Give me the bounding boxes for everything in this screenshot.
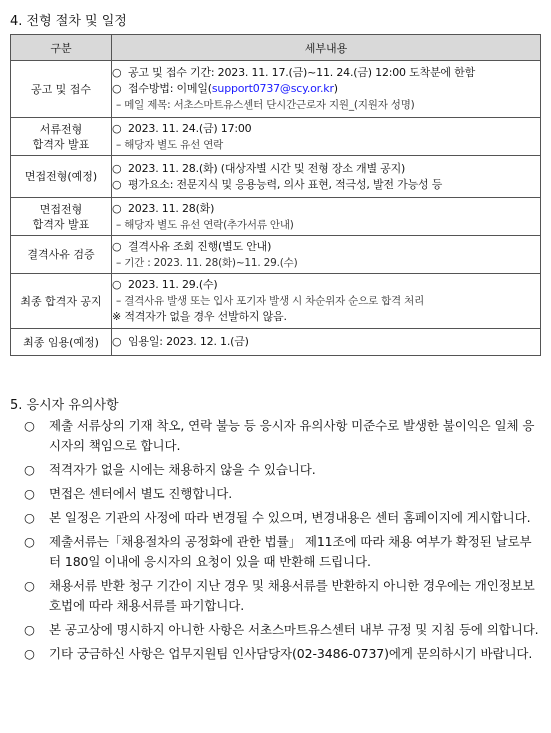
- detail-text: 임용일: 2023. 12. 1.(금): [128, 335, 249, 348]
- row-details: [112, 329, 541, 356]
- detail-text: 2023. 11. 24.(금) 17:00: [128, 121, 252, 135]
- detail-text: – 기간 : 2023. 11. 28(화)~11. 29.(수): [116, 256, 298, 269]
- row-category: [11, 198, 112, 236]
- header-category: 구분: [11, 35, 112, 61]
- schedule-body: [11, 61, 541, 356]
- row-details: [112, 118, 541, 156]
- schedule-row: [11, 236, 541, 274]
- row-category-text: 면접전형: [39, 202, 83, 216]
- detail-line: [112, 277, 540, 293]
- row-category-text: 합격자 발표: [32, 137, 90, 151]
- note-item: [24, 508, 539, 528]
- detail-line: [112, 255, 540, 271]
- row-category: [11, 61, 112, 118]
- row-details: [112, 274, 541, 329]
- circle-bullet-icon: ○: [24, 622, 35, 637]
- circle-bullet-icon: ○: [24, 418, 35, 433]
- row-category: [11, 118, 112, 156]
- note-text: 면접은 센터에서 별도 진행합니다.: [49, 486, 233, 501]
- circle-bullet-icon: ○: [24, 462, 35, 477]
- circle-bullet-icon: ○: [112, 335, 122, 348]
- circle-bullet-icon: ○: [24, 578, 35, 593]
- row-details: [112, 236, 541, 274]
- note-item: [24, 484, 539, 504]
- schedule-row: [11, 274, 541, 329]
- detail-text: 2023. 11. 28(화): [128, 201, 215, 215]
- detail-text: – 해당자 별도 유선 연락(추가서류 안내): [116, 218, 294, 231]
- circle-bullet-icon: ○: [24, 646, 35, 661]
- row-category: [11, 329, 112, 356]
- note-text: 본 공고상에 명시하지 아니한 사항은 서초스마트유스센터 내부 규정 및 지침 등에 의합니다.: [49, 622, 539, 637]
- circle-bullet-icon: ○: [24, 510, 35, 525]
- note-item: [24, 620, 539, 640]
- detail-text-after: ): [333, 82, 338, 95]
- detail-line: [112, 97, 540, 113]
- row-category-text: 서류전형: [39, 122, 83, 136]
- notes-list: [24, 416, 539, 668]
- detail-line: [112, 161, 540, 177]
- section4-title: 4. 전형 절차 및 일정: [10, 14, 127, 29]
- detail-line: [112, 81, 540, 97]
- schedule-header-row: [11, 35, 541, 61]
- schedule-row: [11, 118, 541, 156]
- detail-text: 접수방법: 이메일(: [128, 82, 212, 95]
- circle-bullet-icon: ○: [24, 486, 35, 501]
- note-item: [24, 416, 539, 456]
- detail-line: [112, 201, 540, 217]
- row-category-text: 결격사유 검증: [27, 248, 95, 261]
- detail-text: – 메일 제목: 서초스마트유스센터 단시간근로자 지원_(지원자 성명): [116, 99, 415, 111]
- detail-text: 평가요소: 전문지식 및 응용능력, 의사 표현, 적극성, 발전 가능성 등: [128, 177, 443, 191]
- note-item: [24, 532, 539, 572]
- circle-bullet-icon: ○: [24, 534, 35, 549]
- detail-text: – 해당자 별도 유선 연락: [116, 138, 224, 151]
- row-category: [11, 156, 112, 198]
- row-category-text: 공고 및 접수: [30, 82, 92, 96]
- row-details: [112, 156, 541, 198]
- circle-bullet-icon: ○: [112, 239, 122, 253]
- note-text: 기타 궁금하신 사항은 업무지원팀 인사담당자(02-3486-0737)에게 문의하시기 바랍니다.: [49, 646, 533, 661]
- note-item: [24, 576, 539, 616]
- schedule-table: [10, 34, 541, 356]
- row-details: [112, 61, 541, 118]
- schedule-row: [11, 329, 541, 356]
- circle-bullet-icon: ○: [112, 177, 122, 191]
- row-category-text: 면접전형(예정): [24, 170, 98, 183]
- note-text: 본 일정은 기관의 사정에 따라 변경될 수 있으며, 변경내용은 센터 홈페이지에 게시합니다.: [49, 510, 531, 525]
- circle-bullet-icon: ○: [112, 66, 122, 79]
- note-item: [24, 644, 539, 664]
- circle-bullet-icon: ○: [112, 82, 122, 95]
- circle-bullet-icon: ○: [112, 161, 122, 175]
- detail-line: [112, 177, 540, 193]
- detail-line: [112, 293, 540, 309]
- detail-line: [112, 65, 540, 81]
- note-text: 적격자가 없을 시에는 채용하지 않을 수 있습니다.: [49, 462, 316, 477]
- detail-line: [112, 217, 540, 233]
- row-category-text: 최종 임용(예정): [23, 335, 99, 349]
- row-details: [112, 198, 541, 236]
- row-category: [11, 274, 112, 329]
- circle-bullet-icon: ○: [112, 121, 122, 135]
- detail-line: [112, 137, 540, 153]
- detail-text: – 결격사유 발생 또는 입사 포기자 발생 시 차순위자 순으로 합격 처리: [116, 295, 425, 307]
- detail-text: 결격사유 조회 진행(별도 안내): [128, 239, 272, 253]
- row-category-text: 최종 합격자 공지: [20, 294, 102, 308]
- detail-line: [112, 239, 540, 255]
- row-category-text: 합격자 발표: [32, 217, 90, 231]
- row-category: [11, 236, 112, 274]
- detail-text: ※ 적격자가 없을 경우 선발하지 않음.: [112, 310, 287, 323]
- section5-title: 5. 응시자 유의사항: [10, 398, 119, 413]
- circle-bullet-icon: ○: [112, 201, 122, 215]
- schedule-row: [11, 156, 541, 198]
- detail-line: [112, 309, 540, 325]
- note-text: 제출 서류상의 기재 착오, 연락 불능 등 응시자 유의사항 미준수로 발생한 불이익은 일체 응시자의 책임으로 합니다.: [49, 418, 535, 453]
- note-item: [24, 460, 539, 480]
- schedule-row: [11, 61, 541, 118]
- email-link[interactable]: support0737@scy.or.kr: [211, 82, 334, 95]
- circle-bullet-icon: ○: [112, 278, 122, 291]
- header-details: 세부내용: [112, 35, 541, 61]
- note-text: 채용서류 반환 청구 기간이 지난 경우 및 채용서류를 반환하지 아니한 경우에는 개인정보보호법에 따라 채용서류를 파기합니다.: [49, 578, 535, 613]
- detail-line: [112, 334, 540, 350]
- schedule-row: [11, 198, 541, 236]
- detail-text: 2023. 11. 28.(화) (대상자별 시간 및 전형 장소 개별 공지): [128, 161, 406, 175]
- detail-text: 공고 및 접수 기간: 2023. 11. 17.(금)~11. 24.(금) 12:00 도착분에 한함: [128, 66, 476, 79]
- note-text: 제출서류는「채용절차의 공정화에 관한 법률」 제11조에 따라 채용 여부가 확정된 날로부터 180일 이내에 응시자의 요청이 있을 때 반환해 드립니다.: [49, 534, 532, 569]
- detail-text: 2023. 11. 29.(수): [128, 278, 218, 291]
- detail-line: [112, 121, 540, 137]
